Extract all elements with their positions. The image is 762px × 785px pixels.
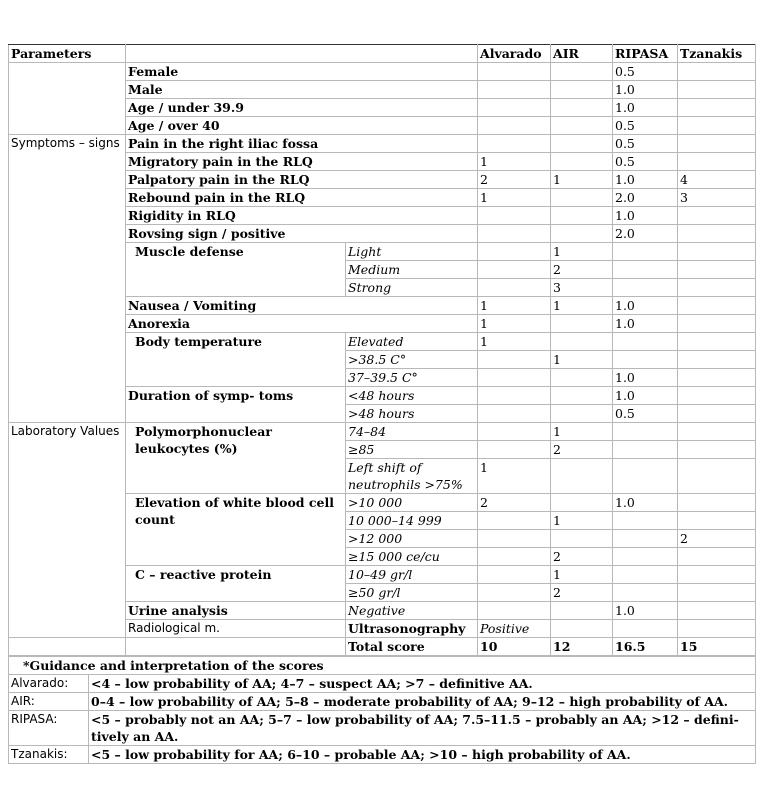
table-row: Rigidity in RLQ 1.0 xyxy=(9,207,756,225)
table-row: Radiological m. Ultrasonography Positive xyxy=(9,620,756,638)
table-row: Strong 3 xyxy=(9,279,756,297)
table-row: Migratory pain in the RLQ 1 0.5 xyxy=(9,153,756,171)
table-row: Nausea / Vomiting 1 1 1.0 xyxy=(9,297,756,315)
table-row: Duration of symp- toms <48 hours 1.0 xyxy=(9,387,756,405)
table-row: Muscle defense Light 1 xyxy=(9,243,756,261)
total-ripasa: 16.5 xyxy=(613,638,678,656)
group-symptoms-signs: Symptoms – signs xyxy=(9,135,126,423)
guidance-title: *Guidance and interpretation of the scores xyxy=(9,657,756,675)
total-score-label: Total score xyxy=(346,638,478,656)
table-row: ≥85 2 xyxy=(9,441,756,459)
table-header-row xyxy=(9,45,756,63)
table-row: ≥15 000 ce/cu 2 xyxy=(9,548,756,566)
table-row: Body temperature Elevated 1 xyxy=(9,333,756,351)
guidance-row: AIR: 0–4 – low probability of AA; 5–8 – moderate probability of AA; 9–12 – high probability of AA. xyxy=(9,693,756,711)
score-table xyxy=(8,44,756,656)
table-row: Medium 2 xyxy=(9,261,756,279)
table-row: Rovsing sign / positive 2.0 xyxy=(9,225,756,243)
total-score-row xyxy=(9,638,756,656)
guidance-row: Alvarado: <4 – low probability of AA; 4–7 – suspect AA; >7 – definitive AA. xyxy=(9,675,756,693)
header-parameters: Parameters xyxy=(9,45,126,63)
header-tzanakis: Tzanakis xyxy=(678,45,756,63)
table-row: Age / under 39.9 1.0 xyxy=(9,99,756,117)
table-row: ≥50 gr/l 2 xyxy=(9,584,756,602)
table-row: Male 1.0 xyxy=(9,81,756,99)
header-ripasa: RIPASA xyxy=(613,45,678,63)
table-row: Anorexia 1 1.0 xyxy=(9,315,756,333)
group-radiological: Radiological m. xyxy=(126,620,346,638)
total-alvarado: 10 xyxy=(478,638,551,656)
guidance-row: Tzanakis: <5 – low probability for AA; 6–10 – probable AA; >10 – high probability of AA. xyxy=(9,746,756,764)
table-row: Symptoms – signs Pain in the right iliac fossa 0.5 xyxy=(9,135,756,153)
table-row: >12 000 2 xyxy=(9,530,756,548)
table-row: Urine analysis Negative 1.0 xyxy=(9,602,756,620)
score-comparison-document xyxy=(8,44,755,764)
guidance-row: RIPASA: <5 – probably not an AA; 5–7 – low probability of AA; 7.5–11.5 – probably an AA; >12 – defini- tively an AA. xyxy=(9,711,756,746)
table-row: >48 hours 0.5 xyxy=(9,405,756,423)
table-row: Female 0.5 xyxy=(9,63,756,81)
header-air: AIR xyxy=(551,45,613,63)
total-tzanakis: 15 xyxy=(678,638,756,656)
table-row: Rebound pain in the RLQ 1 2.0 3 xyxy=(9,189,756,207)
group-laboratory-values: Laboratory Values xyxy=(9,423,126,638)
header-alvarado: Alvarado xyxy=(478,45,551,63)
table-row: Laboratory Values Polymorphonuclear leukocytes (%) 74–84 1 xyxy=(9,423,756,441)
guidance-table xyxy=(8,656,756,764)
total-air: 12 xyxy=(551,638,613,656)
table-row: >38.5 C° 1 xyxy=(9,351,756,369)
table-row: Elevation of white blood cell count >10 000 2 1.0 xyxy=(9,494,756,512)
table-row: C – reactive protein 10–49 gr/l 1 xyxy=(9,566,756,584)
table-row: 10 000–14 999 1 xyxy=(9,512,756,530)
table-row: Left shift of neutrophils >75% 1 xyxy=(9,459,756,494)
table-row: Age / over 40 0.5 xyxy=(9,117,756,135)
table-row: 37–39.5 C° 1.0 xyxy=(9,369,756,387)
table-row: Palpatory pain in the RLQ 2 1 1.0 4 xyxy=(9,171,756,189)
